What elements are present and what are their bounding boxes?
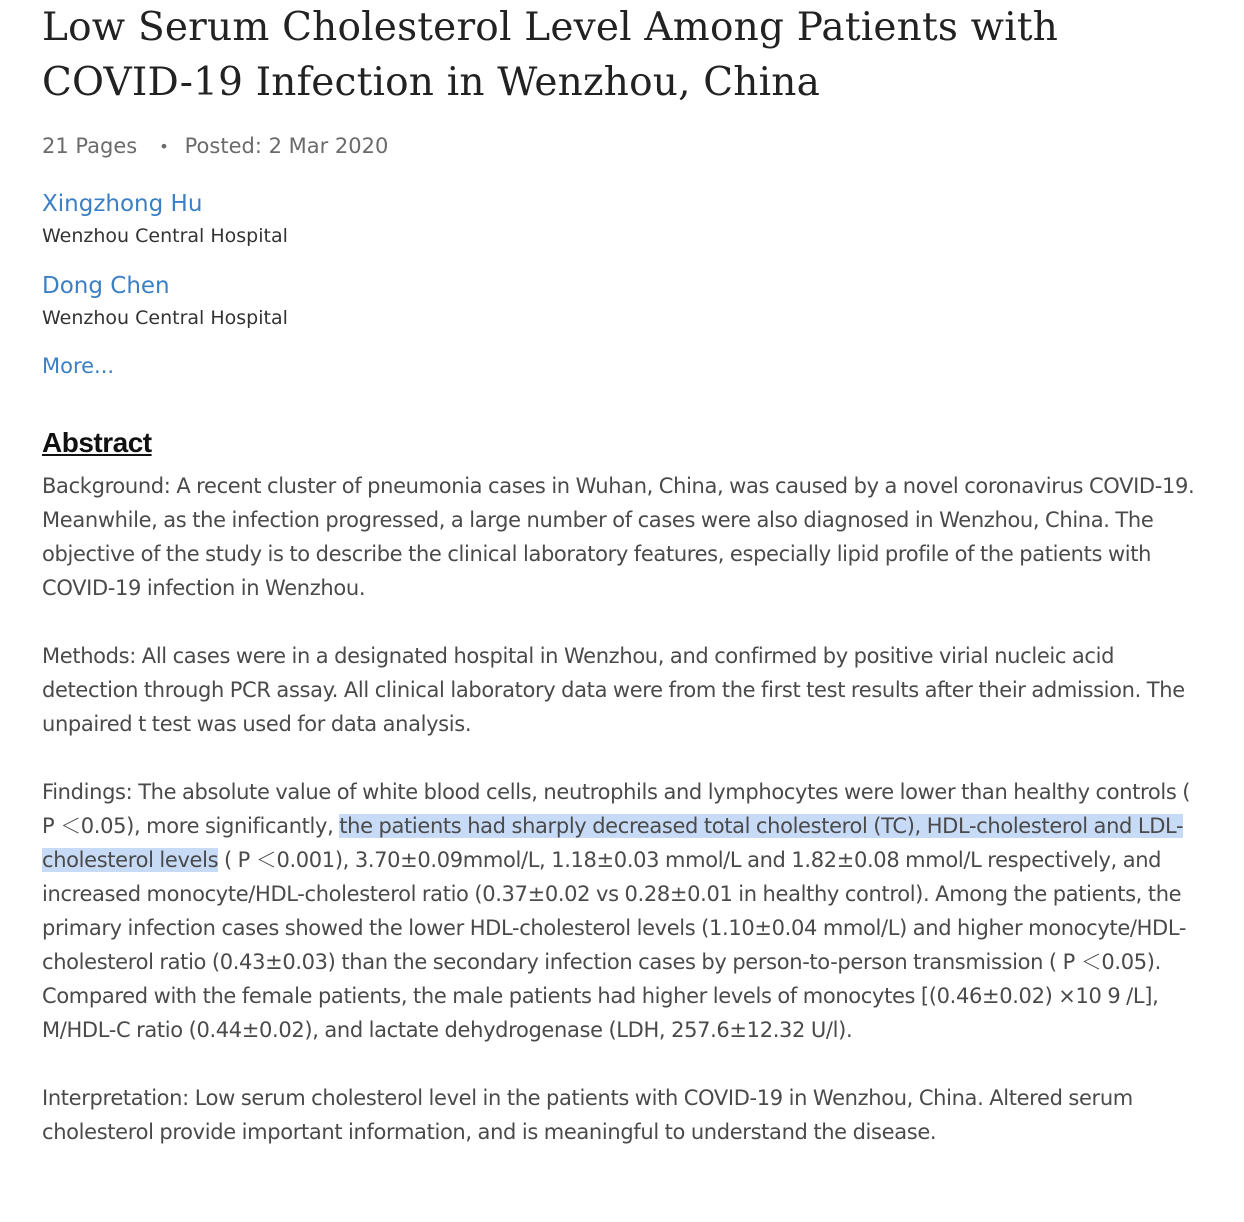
paper-page	[42, 0, 1202, 1183]
author-entry	[42, 189, 1202, 249]
paper-title: Low Serum Cholesterol Level Among Patients with COVID-19 Infection in Wenzhou, China	[42, 5, 1059, 105]
abstract-background: Background: A recent cluster of pneumonia cases in Wuhan, China, was caused by a novel coronavirus COVID-19. Meanwhile, as the infection progressed, a large number of cases were also diagnosed in Wenzhou, China. The objective of the study is to describe the clinical laboratory features, especially lipid profile of the patients with COVID-19 infection in Wenzhou.	[42, 474, 1195, 600]
author-list	[42, 189, 1202, 381]
paper-meta	[42, 131, 1202, 161]
author-name-link[interactable]: Xingzhong Hu	[42, 191, 203, 217]
findings-highlighted-text: the patients had sharply decreased total cholesterol (TC), HDL-cholesterol and LDL-cholesterol levels	[42, 814, 1184, 872]
author-affiliation: Wenzhou Central Hospital	[42, 307, 288, 329]
author-affiliation: Wenzhou Central Hospital	[42, 225, 288, 247]
findings-text-before: Findings: The absolute value of white blood cells, neutrophils and lymphocytes were lower than healthy controls ( P ＜0.05), more significantly,	[42, 780, 1191, 838]
meta-separator: •	[159, 136, 169, 156]
page-count: 21 Pages	[42, 134, 138, 158]
author-entry	[42, 271, 1202, 331]
abstract-heading: Abstract	[42, 427, 152, 458]
posted-date: Posted: 2 Mar 2020	[184, 134, 389, 158]
abstract-methods: Methods: All cases were in a designated hospital in Wenzhou, and confirmed by positive virial nucleic acid detection through PCR assay. All clinical laboratory data were from the first test results after their admission. The unpaired t test was used for data analysis.	[42, 644, 1185, 736]
abstract-findings	[42, 775, 1202, 1047]
abstract-body	[42, 469, 1202, 1149]
abstract-interpretation: Interpretation: Low serum cholesterol level in the patients with COVID-19 in Wenzhou, China. Altered serum cholesterol provide important information, and is meaningful to understand the disease.	[42, 1086, 1133, 1144]
findings-text-after: ( P ＜0.001), 3.70±0.09mmol/L, 1.18±0.03 mmol/L and 1.82±0.08 mmol/L respectively, and increased monocyte/HDL-cholesterol ratio (0.37±0.02 vs 0.28±0.01 in healthy control). Among the patients, the primary infection cases showed the lower HDL-cholesterol levels (1.10±0.04 mmol/L) and higher monocyte/HDL-cholesterol ratio (0.43±0.03) than the secondary infection cases by person-to-person transmission ( P ＜0.05). Compared with the female patients, the male patients had higher levels of monocytes [(0.46±0.02) ×10 9 /L], M/HDL-C ratio (0.44±0.02), and lactate dehydrogenase (LDH, 257.6±12.32 U/l).	[42, 848, 1187, 1042]
author-name-link[interactable]: Dong Chen	[42, 273, 170, 299]
more-authors-link[interactable]: More...	[42, 354, 115, 378]
